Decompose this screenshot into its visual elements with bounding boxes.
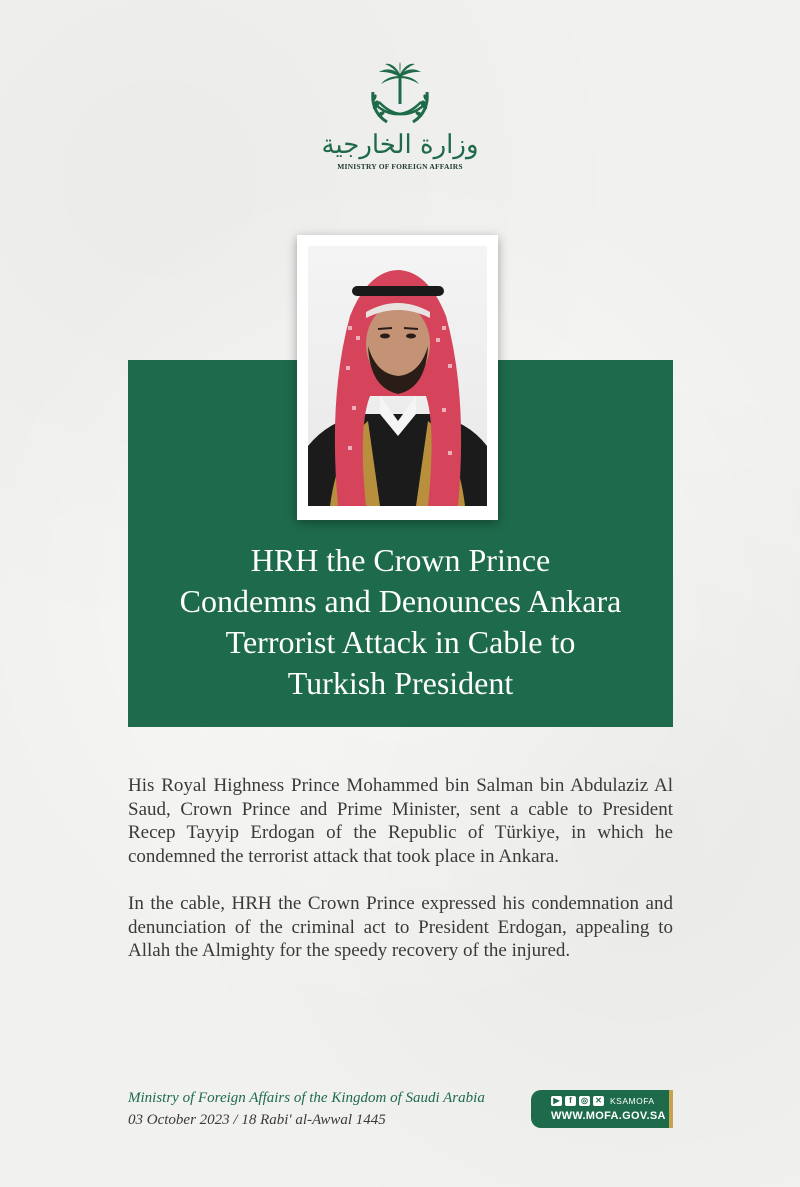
logo-english-text: MINISTRY OF FOREIGN AFFAIRS [337, 162, 463, 171]
footer-organization: Ministry of Foreign Affairs of the Kingdom of Saudi Arabia [128, 1090, 485, 1106]
portrait-photo [308, 246, 487, 506]
footer-social-badge [531, 1090, 673, 1128]
website-link[interactable]: WWW.MOFA.GOV.SA [551, 1110, 666, 1122]
body-paragraph: His Royal Highness Prince Mohammed bin Salman bin Abdulaziz Al Saud, Crown Prince and Prime Minister, sent a cable to President Recep Tayyip Erdogan of the Republic of Türkiye, in which he condemned the terrorist attack that took place in Ankara. [128, 775, 673, 867]
social-handle: KSAMOFA [610, 1096, 655, 1106]
x-icon[interactable]: ✕ [593, 1096, 604, 1106]
facebook-icon[interactable]: f [565, 1096, 576, 1106]
footer-date: 03 October 2023 / 18 Rabi' al-Awwal 1445 [128, 1112, 386, 1128]
palm-and-swords-icon [365, 62, 435, 128]
headline-line: Terrorist Attack in Cable to [225, 624, 576, 660]
article-body [128, 774, 673, 987]
headline [128, 540, 673, 704]
logo-arabic-text: وزارة الخارجية [321, 130, 479, 160]
headline-line: HRH the Crown Prince [250, 542, 551, 578]
headline-line: Condemns and Denounces Ankara [179, 583, 622, 619]
body-paragraph: In the cable, HRH the Crown Prince expressed his condemnation and denunciation of the criminal act to President Erdogan, appealing to Allah the Almighty for the speedy recovery of the injured. [128, 893, 673, 961]
portrait-frame [297, 235, 498, 520]
ministry-logo [300, 62, 500, 182]
portrait-illustration [308, 246, 487, 506]
headline-line: Turkish President [287, 665, 514, 701]
youtube-icon[interactable]: ▶ [551, 1096, 562, 1106]
footer-credit [128, 1087, 485, 1131]
social-row [551, 1094, 661, 1108]
instagram-icon[interactable]: ◎ [579, 1096, 590, 1106]
